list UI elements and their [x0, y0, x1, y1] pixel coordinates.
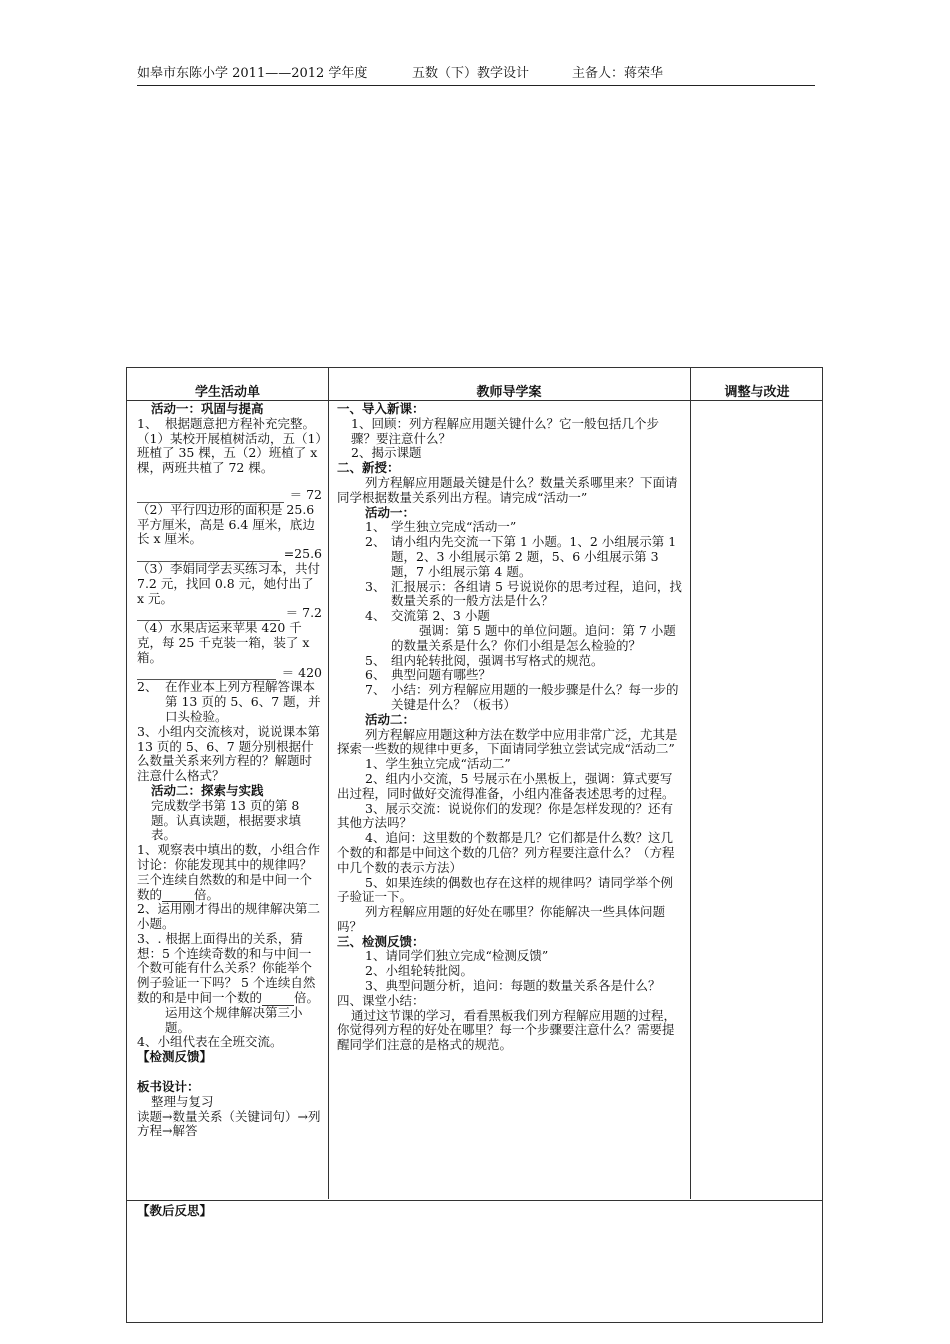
- board-line-1: 整理与复习: [151, 1093, 214, 1109]
- teacher-step-5: 5、 组内轮转批阅，强调书写格式的规范。: [365, 652, 604, 668]
- student-act2-item-3: 3、. 根据上面得出的关系，猜想：5 个连续奇数的和与中间一个数可能有什么关系？你能举个例子验证一下吗？ 5 个连续自然数的和是中间一个数的 倍。: [137, 930, 320, 1006]
- board-line-2: 读题→数量关系（关键词句）→列方程→解答: [137, 1108, 321, 1139]
- teacher-c3: 3、典型问题分析，追问：每题的数量关系各是什么？: [365, 978, 661, 994]
- teacher-c2: 2、小组轮转批阅。: [365, 963, 473, 979]
- student-q1: （1）某校开展植树活动，五（1）班植了 35 棵，五（2）班植了 x 棵，两班共植了 72 棵。: [137, 430, 322, 476]
- student-item-3: 3、小组内交流核对，说说课本第 13 页的 5、6、7 题分别根据什么数量关系来列方程的？解题时注意什么格式？: [137, 723, 320, 784]
- teacher-s2-intro: 列方程解应用题最关键是什么？数量关系哪里来？下面请同学根据数量关系列出方程。请完成“活动一”: [337, 474, 678, 505]
- teacher-s4-text: 通过这节课的学习，看看黑板我们列方程解应用题的过程，你觉得列方程的好处在哪里？每一个步骤要注意什么？需要提醒同学们注意的是格式的规范。: [337, 1007, 677, 1053]
- teacher-step-6: 6、 典型问题有哪些？: [365, 667, 492, 683]
- teacher-m2: 2、组内小交流，5 号展示在小黑板上，强调：算式要写出过程，同时做好交流得准备，小组内准备表述思考的过程。: [337, 770, 675, 801]
- student-q2-equation: =25.6: [137, 547, 322, 562]
- header-school: 如皋市东陈小学 2011——2012 学年度: [137, 66, 368, 81]
- column-divider-2: [690, 368, 691, 1199]
- teacher-step-1: 1、 学生独立完成“活动一”: [365, 519, 517, 535]
- header-course: 五数（下）教学设计: [412, 66, 530, 81]
- teacher-m1: 1、学生独立完成“活动二”: [365, 756, 511, 772]
- student-q2: （2）平行四边形的面积是 25.6 平方厘米，高是 6.4 厘米，底边长 x 厘米。: [137, 501, 315, 547]
- page-header: [137, 66, 815, 86]
- student-act1-title: 活动一：巩固与提高: [151, 401, 264, 416]
- student-act2-title: 活动二：探索与实践: [151, 782, 264, 798]
- student-act2-item-4: 4、小组代表在全班交流。: [137, 1034, 283, 1050]
- teacher-act2-intro: 列方程解应用题这种方法在数学中应用非常广泛，尤其是探索一些数的规律中更多，下面请同学独立尝试完成“活动二”: [337, 726, 678, 757]
- teacher-m5: 5、如果连续的偶数也存在这样的规律吗？请同学举个例子验证一下。: [337, 874, 673, 905]
- teacher-step-4-sub: 强调：第 5 题中的单位问题。追问：第 7 小题的数量关系是什么？你们小组是怎么检验的？: [391, 622, 676, 653]
- answer-blank[interactable]: [137, 491, 284, 503]
- student-item-2: 2、 在作业本上列方程解答课本第 13 页的 5、6、7 题，并口头检验。: [137, 679, 321, 724]
- student-item-1: 1、 根据题意把方程补充完整。: [137, 415, 316, 431]
- teacher-s1-p1: 1、回顾：列方程解应用题关键什么？它一般包括几个步骤？要注意什么？: [351, 415, 659, 446]
- student-act2-intro: 完成数学书第 13 页的第 8 题。认真读题，根据要求填表。: [151, 797, 302, 843]
- teacher-step-3: 3、 汇报展示：各组请 5 号说说你的思考过程，追问，找数量关系的一般方法是什么？: [365, 578, 682, 609]
- teacher-s1-p2: 2、揭示课题: [351, 445, 422, 461]
- teacher-m4: 4、追问：这里数的个数都是几？它们都是什么数？这几个数的和都是中间这个数的几倍？列方程要注意什么？（方程中几个数的表示方法）: [337, 830, 675, 875]
- student-act2-item-2: 2、运用刚才得出的规律解决第二小题。: [137, 901, 320, 932]
- teacher-step-2: 2、 请小组内先交流一下第 1 小题。1、2 小组展示第 1 题，2、3 小组展示第 2 题，5、6 小组展示第 3 题，7 小组展示第 4 题。: [365, 534, 677, 579]
- teacher-section-1-title: 一、导入新课：: [337, 401, 425, 416]
- student-check-label: 【检测反馈】: [137, 1049, 213, 1065]
- student-q3: （3）李娟同学去买练习本，共付 7.2 元，找回 0.8 元，她付出了 x 元。: [137, 560, 320, 606]
- teacher-m3: 3、展示交流：说说你们的发现？你是怎样发现的？还有其他方法吗？: [337, 800, 673, 831]
- student-q4-equation: ＝ 420: [137, 666, 322, 681]
- teacher-act1-label: 活动一：: [365, 504, 416, 520]
- student-activity-column: [137, 402, 322, 1139]
- teacher-guide-column: [337, 402, 683, 1053]
- reflection-divider: [127, 1200, 822, 1201]
- teacher-c1: 1、请同学们独立完成“检测反馈”: [365, 948, 549, 964]
- header-author: 主备人：蒋荣华: [572, 66, 664, 81]
- teacher-step-4: 4、 交流第 2、3 小题: [365, 608, 490, 624]
- col-teacher-title: 教师导学案: [476, 385, 542, 400]
- student-q3-equation: ＝ 7.2: [137, 606, 322, 621]
- student-act2-item-1: 1、观察表中填出的数，小组合作讨论：你能发现其中的规律吗？三个连续自然数的和是中间一个数的 倍。: [137, 842, 320, 902]
- teacher-section-3-title: 三、检测反馈：: [337, 933, 425, 949]
- teacher-section-2-title: 二、新授：: [337, 460, 400, 476]
- board-design-label: 板书设计：: [137, 1079, 200, 1095]
- column-divider-1: [328, 368, 329, 1199]
- student-q1-equation: ＝ 72: [137, 488, 322, 503]
- student-q4: （4）水果店运来苹果 420 千克，每 25 千克装一箱，装了 x 箱。: [137, 620, 310, 665]
- student-act2-item-3b: 运用这个规律解决第三小题。: [165, 1004, 303, 1035]
- lesson-table: [126, 367, 823, 1323]
- reflection-label: 【教后反思】: [137, 1203, 213, 1218]
- teacher-m6: 列方程解应用题的好处在哪里？你能解决一些具体问题吗？: [337, 904, 666, 934]
- teacher-step-7: 7、 小结：列方程解应用题的一般步骤是什么？每一步的关键是什么？（板书）: [365, 682, 679, 712]
- col-student-title: 学生活动单: [194, 385, 260, 400]
- col-adjust-title: 调整与改进: [724, 385, 790, 400]
- teacher-section-4-title: 四、课堂小结：: [337, 992, 425, 1008]
- teacher-act2-label: 活动二：: [365, 711, 416, 727]
